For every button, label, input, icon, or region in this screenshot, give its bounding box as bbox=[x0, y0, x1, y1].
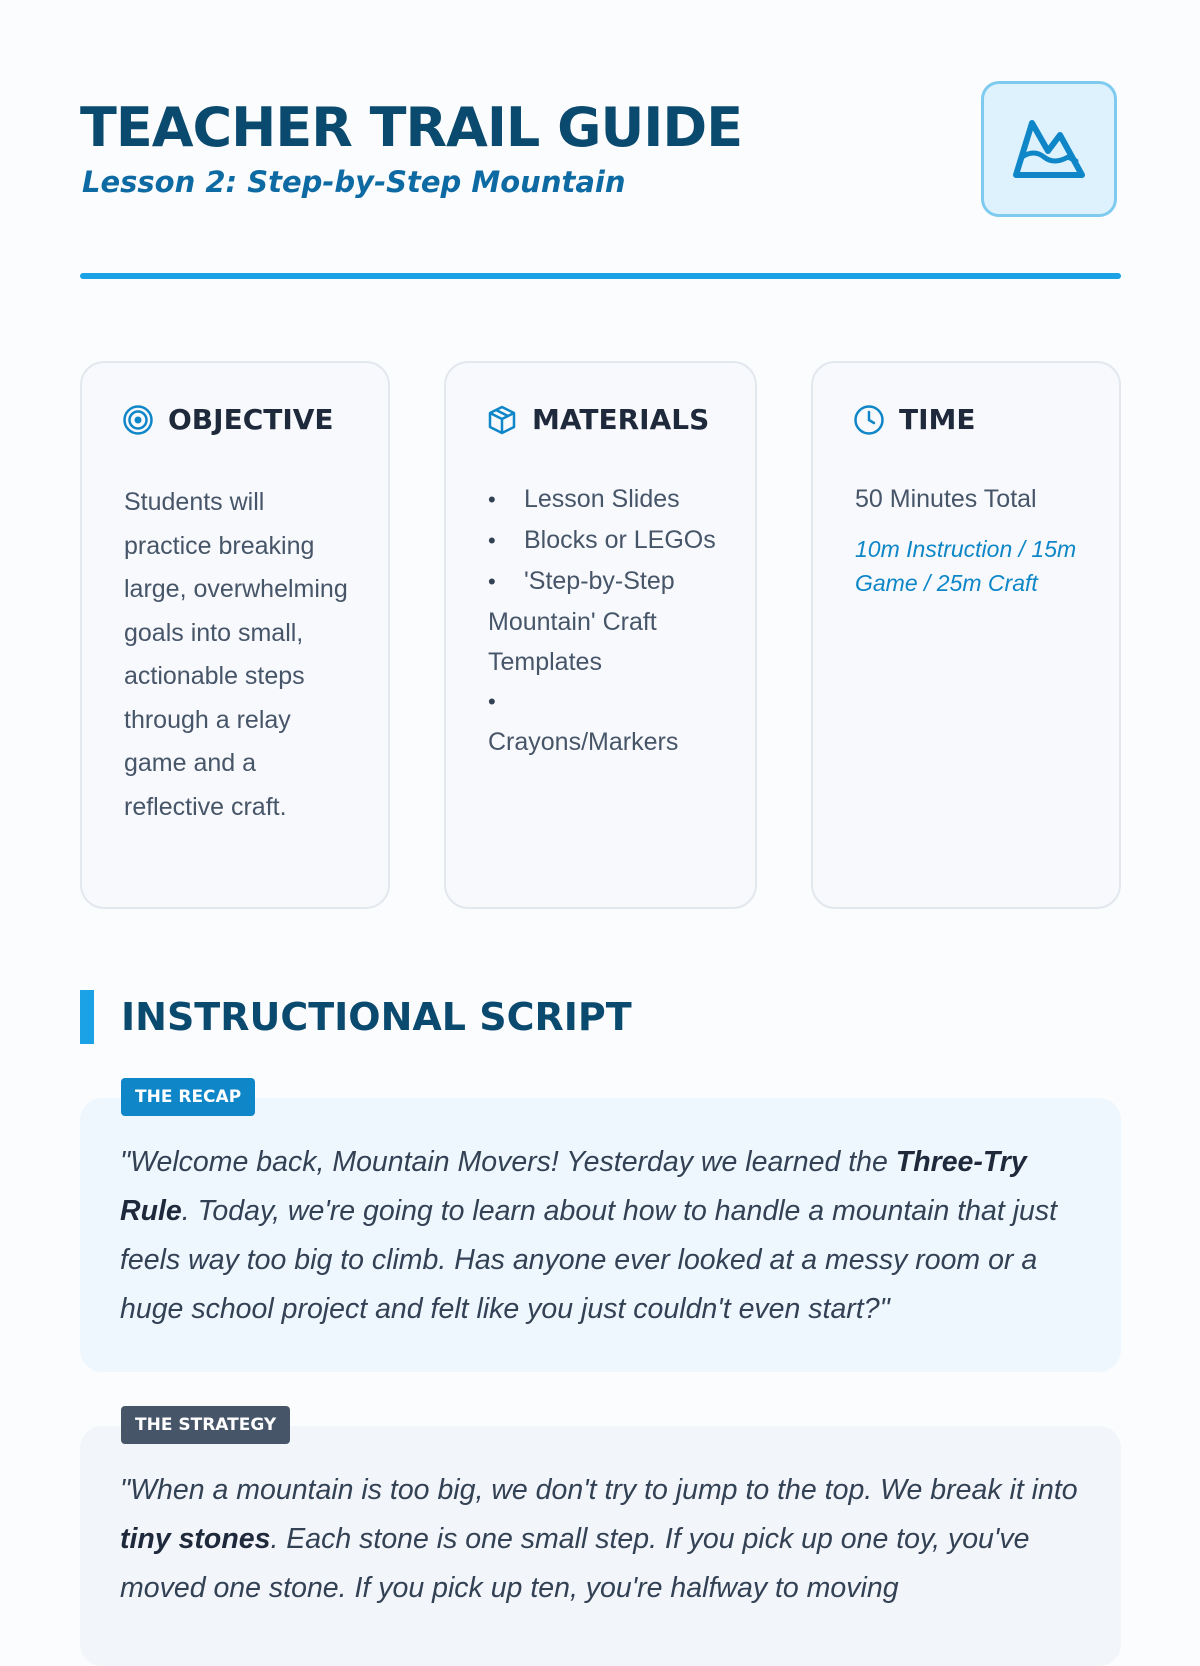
list-item: • Crayons/Markers bbox=[488, 689, 679, 756]
target-icon bbox=[122, 404, 154, 436]
recap-text-end: . Today, we're going to learn about how to handle a mountain that just feels way too big to climb. Has anyone ever looked at a messy room or a huge school project and felt like you just couldn't even start?" bbox=[120, 1195, 1058, 1325]
section-title: INSTRUCTIONAL SCRIPT bbox=[121, 995, 632, 1039]
clock-icon bbox=[853, 404, 885, 436]
header-divider bbox=[80, 273, 1121, 279]
time-body bbox=[855, 479, 1089, 600]
section-accent-bar bbox=[80, 990, 94, 1044]
material-label: Lesson Slides bbox=[524, 485, 680, 513]
strategy-emphasis: tiny stones bbox=[120, 1523, 271, 1555]
material-label: 'Step-by-Step Mountain' Craft Templates bbox=[488, 567, 675, 676]
materials-title: MATERIALS bbox=[532, 403, 710, 436]
strategy-text-end: . Each stone is one small step. If you pick up one toy, you've moved one stone. If you pick up ten, you're halfway to moving bbox=[120, 1523, 1030, 1604]
list-item: • Lesson Slides bbox=[488, 485, 680, 513]
logo-badge bbox=[981, 81, 1117, 217]
objective-text: Students will practice breaking large, overwhelming goals into small, actionable steps through a relay game and a reflective craft. bbox=[124, 488, 348, 821]
lesson-subtitle: Lesson 2: Step-by-Step Mountain bbox=[82, 165, 626, 199]
time-total: 50 Minutes Total bbox=[855, 485, 1037, 513]
recap-text-start: "Welcome back, Mountain Movers! Yesterday we learned the bbox=[120, 1146, 896, 1178]
material-label: Crayons/Markers bbox=[488, 728, 679, 756]
objective-card bbox=[80, 361, 390, 909]
time-title: TIME bbox=[899, 403, 976, 436]
recap-emphasis: Three-Try Rule bbox=[120, 1146, 1027, 1227]
mountain-icon bbox=[1010, 113, 1088, 185]
material-label: Blocks or LEGOs bbox=[524, 526, 716, 554]
list-item: • Blocks or LEGOs bbox=[488, 526, 716, 554]
time-breakdown: 10m Instruction / 15m Game / 25m Craft bbox=[855, 536, 1077, 596]
strategy-tag: THE STRATEGY bbox=[121, 1406, 290, 1444]
page-title: TEACHER TRAIL GUIDE bbox=[80, 96, 743, 159]
recap-box bbox=[80, 1098, 1121, 1372]
strategy-box bbox=[80, 1426, 1121, 1666]
time-card bbox=[811, 361, 1121, 909]
materials-list bbox=[488, 479, 725, 762]
materials-card bbox=[444, 361, 757, 909]
list-item: • 'Step-by-Step Mountain' Craft Templates bbox=[488, 567, 675, 676]
strategy-text-start: "When a mountain is too big, we don't try to jump to the top. We break it into bbox=[120, 1474, 1078, 1506]
recap-tag: THE RECAP bbox=[121, 1078, 255, 1116]
box-icon bbox=[486, 404, 518, 436]
objective-title: OBJECTIVE bbox=[168, 403, 334, 436]
